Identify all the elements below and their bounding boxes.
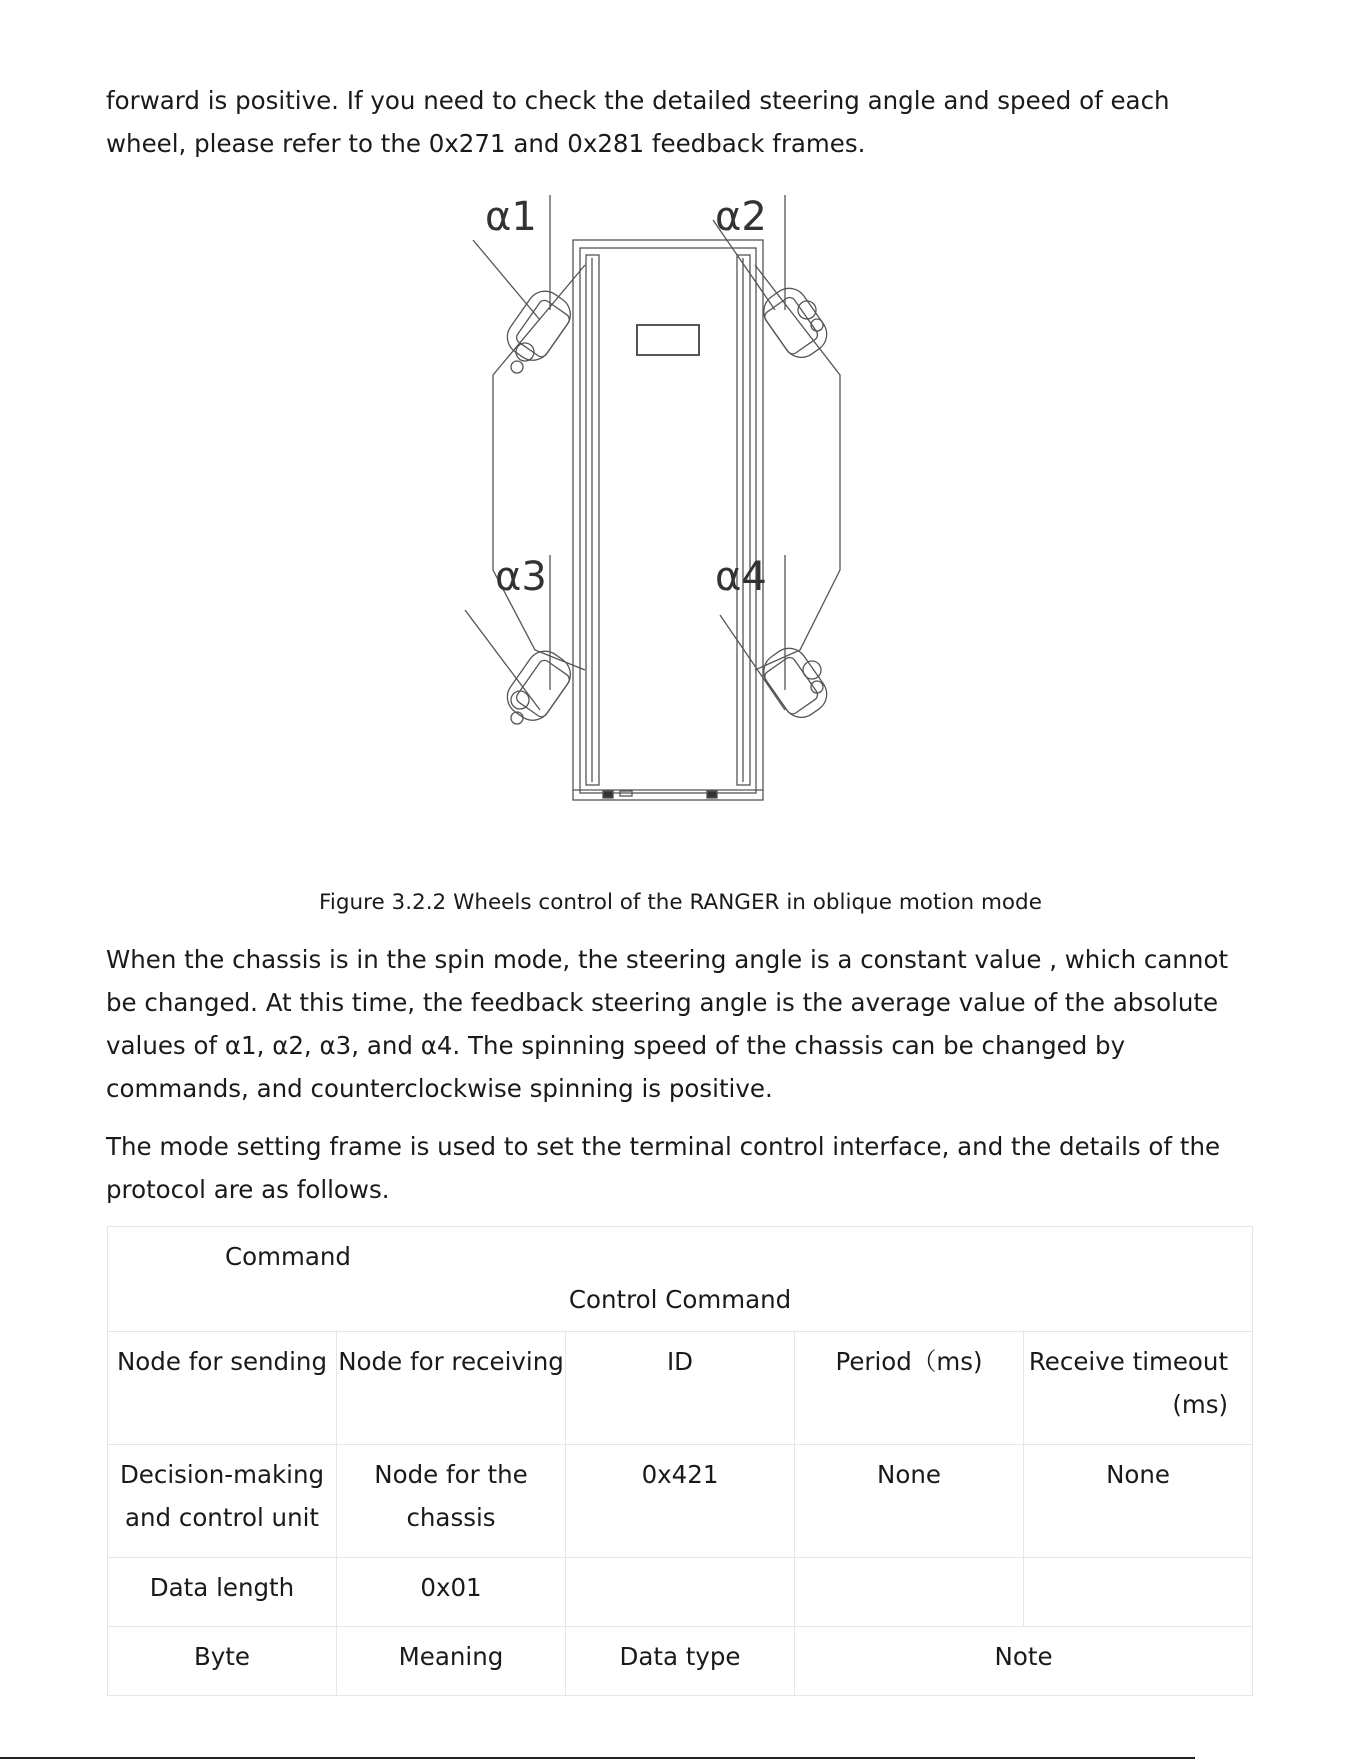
figure-caption: Figure 3.2.2 Wheels control of the RANGER in oblique motion mode [319,890,1042,915]
intro-paragraph: forward is positive. If you need to check the detailed steering angle and speed of each wheel, please refer to the 0x271 and 0x281 feedback frames. [106,86,1170,158]
data-length-value: 0x01 [337,1558,566,1627]
command-label: Command [225,1242,351,1271]
command-cell [108,1227,1253,1332]
page-bottom-rule [0,1757,1195,1759]
command-value: Control Command [568,1285,792,1314]
table-row [108,1445,1253,1558]
cell-sender: Decision-making and control unit [108,1445,337,1558]
wheel-alpha4 [757,641,834,724]
header-id: ID [566,1332,795,1445]
header-receive-timeout: Receive timeout (ms) [1024,1332,1253,1445]
header-byte: Byte [108,1627,337,1696]
spin-mode-paragraph: When the chassis is in the spin mode, the steering angle is a constant value , which cannot be changed. At this time, the feedback steering angle is the average value of the absolute values of α1, α2, α3, and α4. The spinning speed of the chassis can be changed by commands, and counterclockwise spinning is positive. [106,945,1229,1103]
cell-period: None [795,1445,1024,1558]
empty-cell [566,1558,795,1627]
ranger-chassis-figure [455,190,880,835]
header-node-receiving: Node for receiving [337,1332,566,1445]
table-row [108,1332,1253,1445]
label-alpha1: α1 [485,194,537,240]
label-alpha3: α3 [495,554,547,600]
empty-cell [795,1558,1024,1627]
mode-setting-frame-table [107,1226,1253,1696]
label-alpha2: α2 [715,194,767,240]
header-note: Note [795,1627,1253,1696]
mode-setting-paragraph: The mode setting frame is used to set the terminal control interface, and the details of the protocol are as follows. [106,1132,1221,1204]
table-row [108,1227,1253,1332]
cell-timeout: None [1024,1445,1253,1558]
label-alpha4: α4 [715,554,767,600]
table-row [108,1558,1253,1627]
header-data-type: Data type [566,1627,795,1696]
table-row [108,1627,1253,1696]
data-length-label: Data length [108,1558,337,1627]
header-meaning: Meaning [337,1627,566,1696]
cell-id: 0x421 [566,1445,795,1558]
cell-receiver: Node for the chassis [337,1445,566,1558]
header-node-sending: Node for sending [108,1332,337,1445]
empty-cell [1024,1558,1253,1627]
header-period: Period（ms) [795,1332,1024,1445]
wheel-alpha1 [500,284,577,367]
